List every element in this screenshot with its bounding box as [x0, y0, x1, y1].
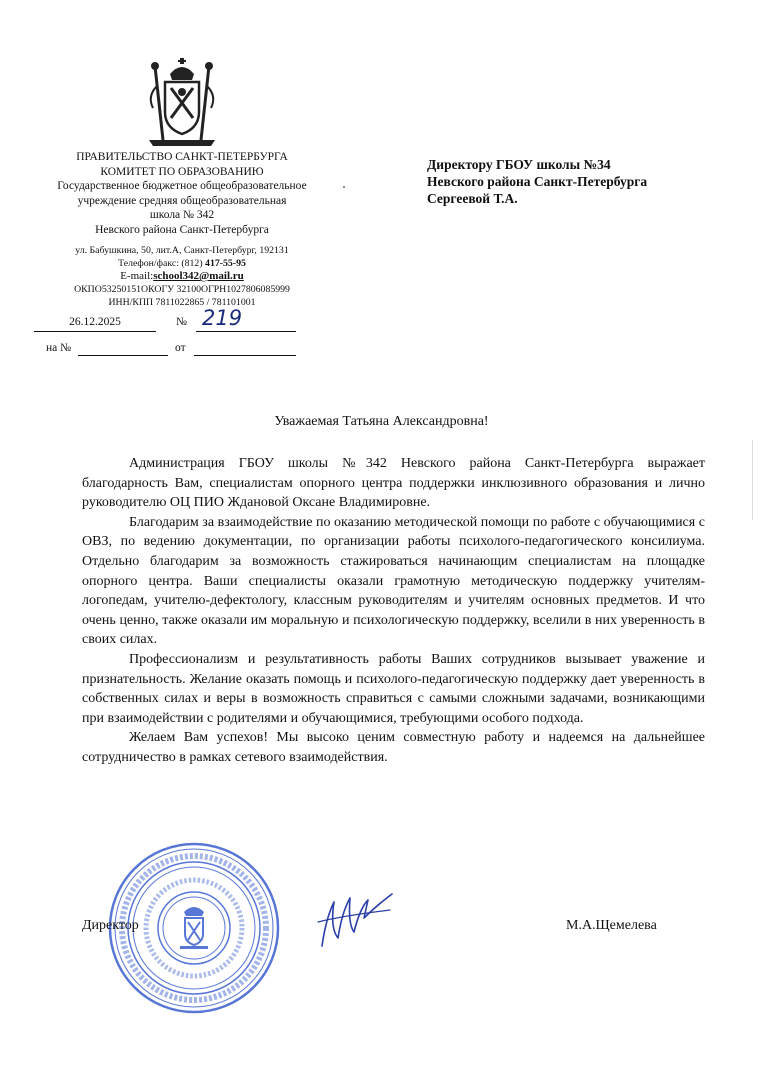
letterhead-inn: ИНН/КПП 7811022865 / 781101001 — [108, 297, 256, 308]
addressee-line: Директору ГБОУ школы №34 — [427, 157, 611, 172]
salutation: Уважаемая Татьяна Александровна! — [274, 414, 489, 429]
letter-paragraph: Благодарим за взаимодействие по оказанию методической помощи по работе с обучающимися с ОВЗ, по ведению документации, по организации работы психолого-педагогического консилиума. Отдельно благодарим за возможность стажироваться начинающим специалистам на площадке опорного центра. Ваши специалисты оказали грамотную методическую поддержку учителям-логопедам, учителю-дефектологу, классным руководителям и учителям основных предметов. И что очень ценно, также оказали им моральную и психологическую поддержку, вселили в них уверенность в своих силах. — [82, 514, 705, 648]
letterhead-line: КОМИТЕТ ПО ОБРАЗОВАНИЮ — [100, 165, 264, 178]
outgoing-number-label: № — [176, 316, 187, 328]
email-link[interactable]: school342@mail.ru — [153, 270, 244, 282]
letterhead-email-row — [34, 270, 330, 283]
letter-paragraph: Профессионализм и результативность работы Ваших сотрудников вызывает уважение и признательность. Желание оказать помощь и психолого-педагогическую поддержку дает уверенность в собственных силах и веры в возможность справиться с самыми сложными задачами, возникающими при взаимодействии с родителями и обучающимися, требующими особого подхода. — [82, 651, 705, 726]
letterhead-organization — [34, 150, 330, 237]
letter-paragraph: Администрация ГБОУ школы №342 Невского района Санкт-Петербурга выражает благодарность Вам, специалистам опорного центра поддержки инклюзивного образования и лично руководителю ОЦ ПИО Ждановой Оксане Владимировне. — [82, 456, 705, 511]
letter-body — [82, 454, 705, 768]
letterhead-codes: ОКПО53250151ОКОГУ 32100ОГРН1027806085999 — [74, 284, 290, 295]
scan-edge-mark — [752, 440, 753, 520]
scan-speck — [343, 186, 345, 188]
signatory-title: Директор — [82, 918, 139, 933]
addressee-block — [427, 156, 647, 207]
letterhead-contacts — [34, 244, 330, 309]
date-underline — [34, 331, 156, 332]
letter-paragraph: Желаем Вам успехов! Мы высоко ценим совместную работу и надеемся на дальнейшее сотрудничество в рамках сетевого взаимодействия. — [82, 730, 705, 765]
letterhead-phone-row — [34, 257, 330, 270]
letterhead-line: школа № 342 — [149, 209, 215, 221]
letterhead-line: Государственное бюджетное общеобразовательное — [57, 180, 307, 192]
spb-coat-of-arms-icon — [137, 56, 227, 148]
reference-date-line — [194, 355, 296, 356]
phone-label: Телефон/факс: (812) — [118, 258, 206, 269]
signatory-name: М.А.Щемелева — [566, 918, 657, 933]
reference-date-label: от — [175, 342, 186, 354]
reference-number-label: на № — [46, 342, 72, 354]
letterhead-line: ПРАВИТЕЛЬСТВО САНКТ-ПЕТЕРБУРГА — [76, 151, 288, 163]
reference-number-line — [78, 355, 168, 356]
letterhead-address: ул. Бабушкина, 50, лит.А, Санкт-Петербург, 192131 — [75, 245, 289, 256]
addressee-line: Невского района Санкт-Петербурга — [427, 174, 648, 189]
phone-number: 417-55-95 — [205, 258, 246, 269]
letterhead-line: учреждение средняя общеобразовательная — [77, 194, 287, 207]
handwritten-signature-icon — [312, 888, 394, 950]
number-underline — [196, 331, 296, 332]
addressee-line: Сергеевой Т.А. — [427, 191, 518, 206]
outgoing-number: 219 — [202, 306, 243, 330]
outgoing-date: 26.12.2025 — [69, 316, 121, 328]
letterhead-line: Невского района Санкт-Петербурга — [95, 223, 269, 236]
email-label: E-mail: — [120, 270, 154, 282]
